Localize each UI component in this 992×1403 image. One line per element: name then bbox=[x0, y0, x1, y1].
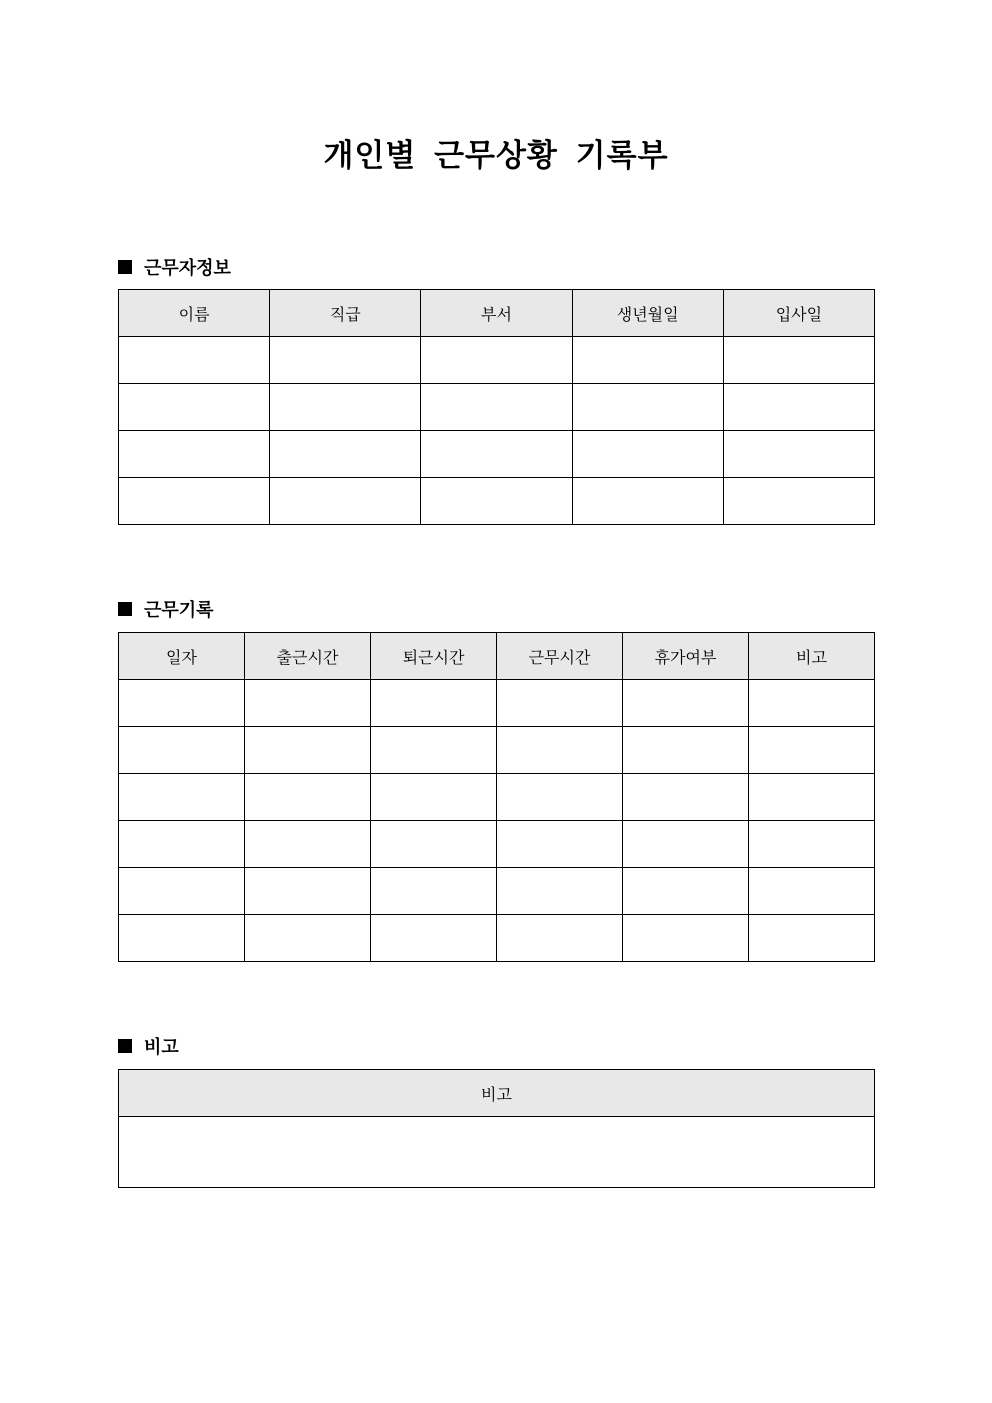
table-row bbox=[119, 384, 875, 431]
table-cell[interactable] bbox=[497, 821, 623, 868]
table-cell[interactable] bbox=[245, 727, 371, 774]
table-cell[interactable] bbox=[371, 774, 497, 821]
table-row bbox=[119, 337, 875, 384]
notes-header-row bbox=[119, 1070, 875, 1117]
table-cell[interactable] bbox=[119, 727, 245, 774]
table-cell[interactable] bbox=[270, 431, 421, 478]
table-cell[interactable] bbox=[270, 337, 421, 384]
table-cell[interactable] bbox=[119, 478, 270, 525]
column-header-position: 직급 bbox=[270, 290, 421, 337]
table-cell[interactable] bbox=[623, 774, 749, 821]
table-cell[interactable] bbox=[497, 774, 623, 821]
page-title: 개인별 근무상황 기록부 bbox=[323, 138, 669, 174]
table-cell[interactable] bbox=[119, 337, 270, 384]
notes-input-cell[interactable] bbox=[119, 1117, 875, 1188]
table-cell[interactable] bbox=[623, 680, 749, 727]
table-cell[interactable] bbox=[749, 868, 875, 915]
table-cell[interactable] bbox=[119, 431, 270, 478]
table-row bbox=[119, 821, 875, 868]
column-header-hire-date: 입사일 bbox=[723, 290, 874, 337]
table-cell[interactable] bbox=[497, 680, 623, 727]
table-cell[interactable] bbox=[371, 680, 497, 727]
table-cell[interactable] bbox=[371, 821, 497, 868]
table-cell[interactable] bbox=[497, 915, 623, 962]
table-row bbox=[119, 915, 875, 962]
notes-heading bbox=[118, 1033, 179, 1059]
table-cell[interactable] bbox=[371, 868, 497, 915]
notes-heading-label: 비고 bbox=[144, 1037, 179, 1058]
worker-info-header-row bbox=[119, 290, 875, 337]
table-cell[interactable] bbox=[572, 337, 723, 384]
work-record-header-row bbox=[119, 633, 875, 680]
table-row bbox=[119, 1117, 875, 1188]
table-cell[interactable] bbox=[270, 384, 421, 431]
table-cell[interactable] bbox=[749, 774, 875, 821]
table-row bbox=[119, 727, 875, 774]
table-cell[interactable] bbox=[119, 868, 245, 915]
column-header-work-hours: 근무시간 bbox=[497, 633, 623, 680]
table-cell[interactable] bbox=[245, 680, 371, 727]
table-cell[interactable] bbox=[421, 431, 572, 478]
table-cell[interactable] bbox=[119, 680, 245, 727]
table-cell[interactable] bbox=[497, 868, 623, 915]
square-bullet-icon bbox=[118, 1039, 132, 1053]
table-cell[interactable] bbox=[572, 478, 723, 525]
table-cell[interactable] bbox=[749, 915, 875, 962]
table-cell[interactable] bbox=[245, 868, 371, 915]
table-cell[interactable] bbox=[572, 431, 723, 478]
table-cell[interactable] bbox=[723, 337, 874, 384]
work-record-heading-label: 근무기록 bbox=[144, 600, 214, 621]
square-bullet-icon bbox=[118, 260, 132, 274]
table-cell[interactable] bbox=[245, 774, 371, 821]
column-header-birthdate: 생년월일 bbox=[572, 290, 723, 337]
column-header-name: 이름 bbox=[119, 290, 270, 337]
column-header-leave: 휴가여부 bbox=[623, 633, 749, 680]
table-cell[interactable] bbox=[623, 727, 749, 774]
table-cell[interactable] bbox=[623, 821, 749, 868]
table-row bbox=[119, 478, 875, 525]
table-cell[interactable] bbox=[421, 384, 572, 431]
table-cell[interactable] bbox=[119, 774, 245, 821]
column-header-department: 부서 bbox=[421, 290, 572, 337]
square-bullet-icon bbox=[118, 602, 132, 616]
table-cell[interactable] bbox=[371, 915, 497, 962]
column-header-clock-in: 출근시간 bbox=[245, 633, 371, 680]
column-header-notes: 비고 bbox=[119, 1070, 875, 1117]
column-header-remarks: 비고 bbox=[749, 633, 875, 680]
table-cell[interactable] bbox=[119, 915, 245, 962]
table-cell[interactable] bbox=[723, 431, 874, 478]
table-cell[interactable] bbox=[572, 384, 723, 431]
notes-table bbox=[118, 1069, 875, 1188]
table-cell[interactable] bbox=[119, 384, 270, 431]
table-cell[interactable] bbox=[749, 680, 875, 727]
table-cell[interactable] bbox=[623, 868, 749, 915]
table-cell[interactable] bbox=[623, 915, 749, 962]
work-record-table bbox=[118, 632, 875, 962]
table-cell[interactable] bbox=[421, 337, 572, 384]
table-row bbox=[119, 680, 875, 727]
table-row bbox=[119, 868, 875, 915]
table-cell[interactable] bbox=[749, 727, 875, 774]
table-cell[interactable] bbox=[723, 478, 874, 525]
table-cell[interactable] bbox=[497, 727, 623, 774]
table-row bbox=[119, 774, 875, 821]
table-cell[interactable] bbox=[421, 478, 572, 525]
worker-info-table bbox=[118, 289, 875, 525]
table-cell[interactable] bbox=[119, 821, 245, 868]
column-header-date: 일자 bbox=[119, 633, 245, 680]
table-cell[interactable] bbox=[245, 915, 371, 962]
table-row bbox=[119, 431, 875, 478]
worker-info-heading bbox=[118, 254, 231, 280]
table-cell[interactable] bbox=[270, 478, 421, 525]
table-cell[interactable] bbox=[371, 727, 497, 774]
worker-info-heading-label: 근무자정보 bbox=[144, 258, 231, 279]
column-header-clock-out: 퇴근시간 bbox=[371, 633, 497, 680]
table-cell[interactable] bbox=[749, 821, 875, 868]
work-record-heading bbox=[118, 596, 214, 622]
table-cell[interactable] bbox=[245, 821, 371, 868]
table-cell[interactable] bbox=[723, 384, 874, 431]
